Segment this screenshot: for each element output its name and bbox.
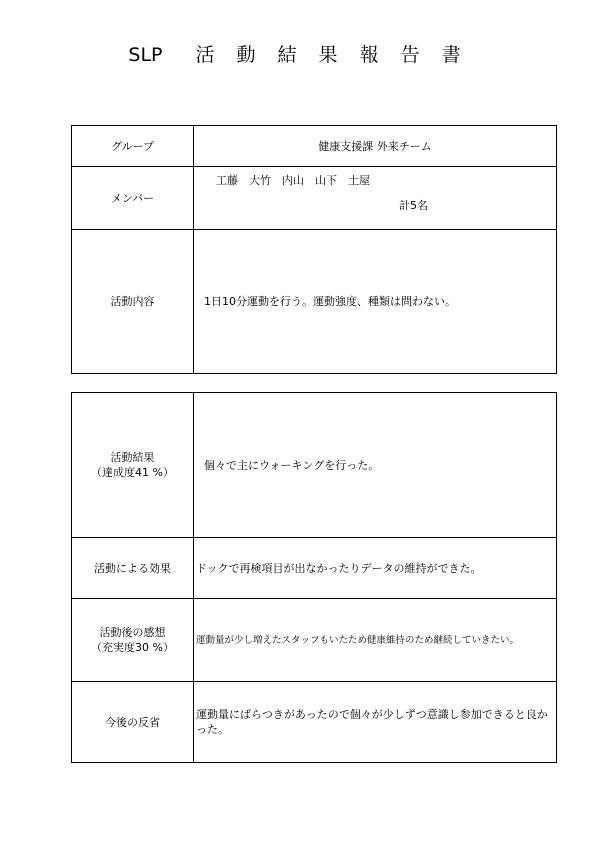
reflection-value: 運動量にばらつきがあったので個々が少しずつ意識し参加できると良かった。	[194, 682, 557, 763]
impression-value: 運動量が少し増えたスタッフもいたため健康維持のため継続していきたい。	[194, 599, 557, 682]
table-row-effect	[72, 538, 557, 599]
activity-label: 活動内容	[72, 230, 194, 374]
title-char: 活	[195, 44, 215, 66]
table-row-impression	[72, 599, 557, 682]
title-char: 報	[359, 44, 379, 66]
members-names: 工藤 大竹 内山 山下 土屋	[216, 174, 370, 187]
members-cell	[194, 167, 557, 230]
result-label-line1: 活動結果	[110, 451, 155, 464]
table-row-group	[72, 126, 557, 167]
impression-label-line1: 活動後の感想	[99, 626, 166, 639]
table-row-activity	[72, 230, 557, 374]
group-label: グループ	[72, 126, 194, 167]
result-value: 個々で主にウォーキングを行った。	[194, 393, 557, 538]
document-title	[0, 40, 600, 67]
effect-label: 活動による効果	[72, 538, 194, 599]
effect-value: ドックで再検項目が出なかったりデータの維持ができた。	[194, 538, 557, 599]
table-row-result	[72, 393, 557, 538]
table-row-members	[72, 167, 557, 230]
impression-label-line2: （充実度30 %）	[91, 641, 174, 654]
info-table	[71, 125, 557, 374]
title-prefix: SLP	[128, 44, 163, 66]
title-char: 書	[441, 44, 461, 66]
result-label-line2: （達成度41 %）	[91, 466, 174, 479]
title-char: 果	[318, 44, 338, 66]
members-total: 計5名	[399, 199, 428, 212]
table-row-reflection	[72, 682, 557, 763]
title-char: 動	[236, 44, 256, 66]
title-char: 告	[400, 44, 420, 66]
reflection-label: 今後の反省	[72, 682, 194, 763]
result-table	[71, 392, 557, 763]
result-label	[72, 393, 194, 538]
impression-label	[72, 599, 194, 682]
activity-value: 1日10分運動を行う。運動強度、種類は問わない。	[194, 230, 557, 374]
title-char: 結	[277, 44, 297, 66]
group-value: 健康支援課 外来チーム	[194, 126, 557, 167]
members-label: メンバー	[72, 167, 194, 230]
